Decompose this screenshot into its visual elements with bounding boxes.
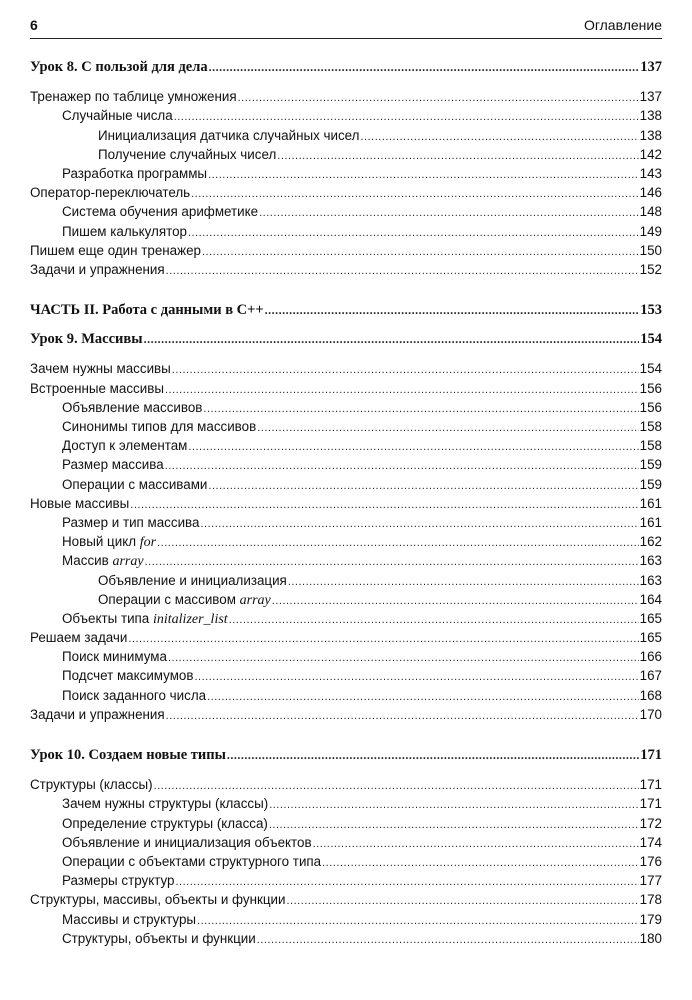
leader-dots (128, 630, 638, 649)
toc-entry[interactable] (30, 551, 662, 570)
toc-entry-page: 162 (639, 534, 662, 550)
leader-dots (165, 457, 639, 476)
toc-entry-title: Инициализация датчика случайных чисел (98, 127, 360, 143)
leader-dots (207, 688, 639, 707)
toc-entry[interactable] (30, 126, 662, 145)
toc-entry[interactable] (30, 686, 662, 705)
toc-entry[interactable] (30, 532, 662, 551)
toc-entry-title: Поиск заданного числа (62, 687, 207, 703)
toc-lesson-8[interactable] (30, 58, 662, 77)
toc-entry-page: 159 (639, 457, 662, 473)
leader-dots (238, 89, 639, 108)
toc-entry[interactable] (30, 628, 662, 647)
toc-entry[interactable] (30, 705, 662, 724)
toc-entry[interactable] (30, 513, 662, 532)
toc-entry-title: Структуры (классы) (30, 777, 153, 793)
toc-entry-title: Пишем еще один тренажер (30, 242, 201, 258)
toc-entry-title: Структуры, массивы, объекты и функции (30, 892, 286, 908)
toc-entry-title: Система обучения арифметике (62, 204, 259, 220)
toc-entry[interactable] (30, 871, 662, 890)
toc-entry-page: 159 (639, 476, 662, 492)
toc-entry[interactable] (30, 833, 662, 852)
toc-entry-page: 143 (639, 165, 662, 181)
leader-dots (272, 592, 639, 611)
toc-entry-title: Случайные числа (62, 108, 173, 124)
leader-dots (166, 262, 639, 281)
toc-entry[interactable] (30, 571, 662, 590)
leader-dots (130, 496, 638, 515)
toc-entry[interactable] (30, 647, 662, 666)
leader-dots (202, 243, 639, 262)
toc-entry-page: 137 (639, 89, 662, 105)
toc-entry-title: Операции с массивами (62, 476, 208, 492)
toc-entry-page: 171 (640, 747, 662, 763)
toc-entry-title: Урок 10. Создаем новые типы (30, 747, 226, 763)
toc-entry-title: Пишем калькулятор (62, 223, 187, 239)
toc-entry-page: 172 (639, 815, 662, 831)
toc-entry[interactable] (30, 202, 662, 221)
toc-entry-title: Разработка программы (62, 165, 208, 181)
leader-dots (157, 534, 639, 553)
toc-entry[interactable] (30, 852, 662, 871)
leader-dots (269, 816, 639, 835)
leader-dots (208, 166, 639, 185)
toc-entry-page: 149 (639, 223, 662, 239)
toc-entry-page: 138 (639, 108, 662, 124)
toc-entry-page: 171 (639, 796, 662, 812)
toc-entry-title: Определение структуры (класса) (62, 815, 268, 831)
toc-entry-title: ЧАСТЬ II. Работа с данными в C++ (30, 302, 264, 319)
toc-entry-page: 161 (639, 495, 662, 511)
toc-entry-page: 167 (639, 668, 662, 684)
leader-dots (288, 573, 639, 592)
toc-entry-title: Размер и тип массива (62, 514, 200, 530)
toc-entry[interactable] (30, 775, 662, 794)
toc-entry-title: Доступ к элементам (62, 438, 188, 454)
leader-dots (208, 477, 638, 496)
toc-entry[interactable] (30, 417, 662, 436)
toc-entry[interactable] (30, 609, 662, 628)
toc-entry-page: 153 (640, 302, 662, 319)
toc-entry[interactable] (30, 666, 662, 685)
toc-entry[interactable] (30, 87, 662, 106)
leader-dots (172, 361, 639, 380)
toc-entry-title: Объявление массивов (62, 399, 203, 415)
toc-entry-title: Оператор-переключатель (30, 185, 191, 201)
toc-entry-title: Решаем задачи (30, 630, 128, 646)
toc-entry-title: Объявление и инициализация объектов (62, 834, 312, 850)
toc-entry-page: 164 (639, 591, 662, 607)
toc-entry-page: 166 (639, 649, 662, 665)
toc-entry-title: Получение случайных чисел (98, 146, 277, 162)
toc-entry-title: Структуры, объекты и функции (62, 930, 256, 946)
leader-dots (265, 301, 640, 320)
leader-dots (229, 611, 639, 630)
toc-entry-page: 152 (639, 261, 662, 277)
toc-entry[interactable] (30, 222, 662, 241)
toc-entry[interactable] (30, 379, 662, 398)
toc-entry-page: 137 (640, 59, 662, 75)
toc-entry-page: 171 (639, 777, 662, 793)
toc-entry-page: 170 (639, 706, 662, 722)
leader-dots (313, 835, 639, 854)
leader-dots (191, 185, 639, 204)
toc-entry-page: 142 (639, 146, 662, 162)
toc-entry-page: 174 (639, 834, 662, 850)
toc-entry[interactable] (30, 794, 662, 813)
toc-entry-page: 168 (639, 687, 662, 703)
toc-entry-page: 158 (639, 419, 662, 434)
toc-entry[interactable] (30, 436, 662, 455)
toc-entry[interactable] (30, 890, 662, 909)
toc-entry-title: Операции с массивом array (98, 591, 271, 608)
leader-dots (166, 707, 639, 726)
toc-entry[interactable] (30, 494, 662, 513)
toc-entry-page: 158 (639, 438, 662, 454)
leader-dots (277, 147, 638, 166)
toc-entry-page: 178 (639, 892, 662, 908)
toc-entry-title: Объявление и инициализация (98, 572, 287, 588)
toc-entry-page: 138 (639, 127, 662, 143)
toc-entry-title: Задачи и упражнения (30, 706, 165, 722)
toc-entry-page: 163 (639, 553, 662, 569)
toc-entry-page: 165 (639, 630, 662, 646)
toc-entry-page: 176 (639, 853, 662, 869)
leader-dots (286, 892, 638, 911)
leader-dots (227, 746, 639, 765)
toc-entry-page: 148 (639, 204, 662, 220)
leader-dots (165, 381, 639, 400)
toc-entry-page: 180 (639, 930, 662, 946)
leader-dots (168, 649, 639, 668)
leader-dots (257, 931, 639, 950)
toc-entry-page: 156 (639, 399, 662, 415)
toc-entry-title: Размер массива (62, 457, 164, 473)
toc-entry-page: 146 (639, 185, 662, 201)
leader-dots (144, 330, 640, 349)
toc-entry-page: 163 (639, 572, 662, 588)
toc-entry-title: Объекты типа initalizer_list (62, 610, 228, 627)
running-title: Оглавление (583, 17, 662, 33)
toc-entry[interactable] (30, 910, 662, 929)
toc-entry-page: 154 (640, 331, 662, 348)
toc-entry-title: Массивы и структуры (62, 911, 197, 927)
toc-entry-page: 150 (639, 242, 662, 258)
toc-entry[interactable] (30, 814, 662, 833)
toc-entry-title: Задачи и упражнения (30, 261, 165, 277)
leader-dots (200, 515, 638, 534)
toc-entry-title: Урок 8. С пользой для дела (30, 59, 208, 75)
toc-entry-page: 177 (639, 873, 662, 889)
toc-entry[interactable] (30, 164, 662, 183)
toc-entry[interactable] (30, 590, 662, 609)
toc-entry[interactable] (30, 455, 662, 474)
leader-dots (197, 912, 639, 931)
leader-dots (259, 204, 639, 223)
leader-dots (269, 796, 638, 815)
leader-dots (322, 854, 639, 873)
toc-entry-page: 154 (639, 361, 662, 377)
toc-entry-page: 179 (639, 911, 662, 927)
leader-dots (194, 668, 638, 687)
leader-dots (188, 224, 639, 243)
toc-entry[interactable] (30, 241, 662, 260)
toc-entry[interactable] (30, 260, 662, 279)
toc-entry-page: 161 (639, 514, 662, 530)
toc-entry-title: Поиск минимума (62, 649, 167, 665)
toc-entry-page: 156 (639, 380, 662, 396)
toc-entry[interactable] (30, 106, 662, 125)
table-of-contents (30, 58, 662, 948)
toc-entry[interactable] (30, 475, 662, 494)
toc-entry-title: Новые массивы (30, 495, 130, 511)
toc-entry-title: Подсчет максимумов (62, 668, 194, 684)
toc-entry[interactable] (30, 145, 662, 164)
page-number: 6 (30, 17, 38, 33)
toc-entry-title: Зачем нужны структуры (классы) (62, 796, 269, 812)
leader-dots (257, 419, 638, 438)
toc-entry-title: Размеры структур (62, 873, 175, 889)
leader-dots (188, 438, 638, 457)
toc-entry[interactable] (30, 359, 662, 378)
leader-dots (360, 128, 638, 147)
toc-entry-title: Встроенные массивы (30, 380, 164, 396)
toc-entry-title: Синонимы типов для массивов (62, 419, 257, 434)
toc-entry-title: Массив array (62, 553, 144, 570)
leader-dots (209, 58, 640, 77)
toc-part-2[interactable] (30, 301, 662, 320)
toc-entry-title: Новый цикл for (62, 534, 157, 551)
toc-entry-title: Урок 9. Массивы (30, 331, 143, 348)
toc-entry-title: Тренажер по таблице умножения (30, 89, 237, 105)
toc-entry-title: Зачем нужны массивы (30, 361, 171, 377)
leader-dots (203, 400, 638, 419)
toc-entry-title: Операции с объектами структурного типа (62, 853, 322, 869)
page-header (30, 16, 662, 39)
toc-entry[interactable] (30, 398, 662, 417)
toc-lesson-9[interactable] (30, 330, 662, 349)
toc-lesson-10[interactable] (30, 746, 662, 765)
toc-entry[interactable] (30, 183, 662, 202)
toc-entry-page: 165 (639, 610, 662, 626)
toc-entry[interactable] (30, 929, 662, 948)
